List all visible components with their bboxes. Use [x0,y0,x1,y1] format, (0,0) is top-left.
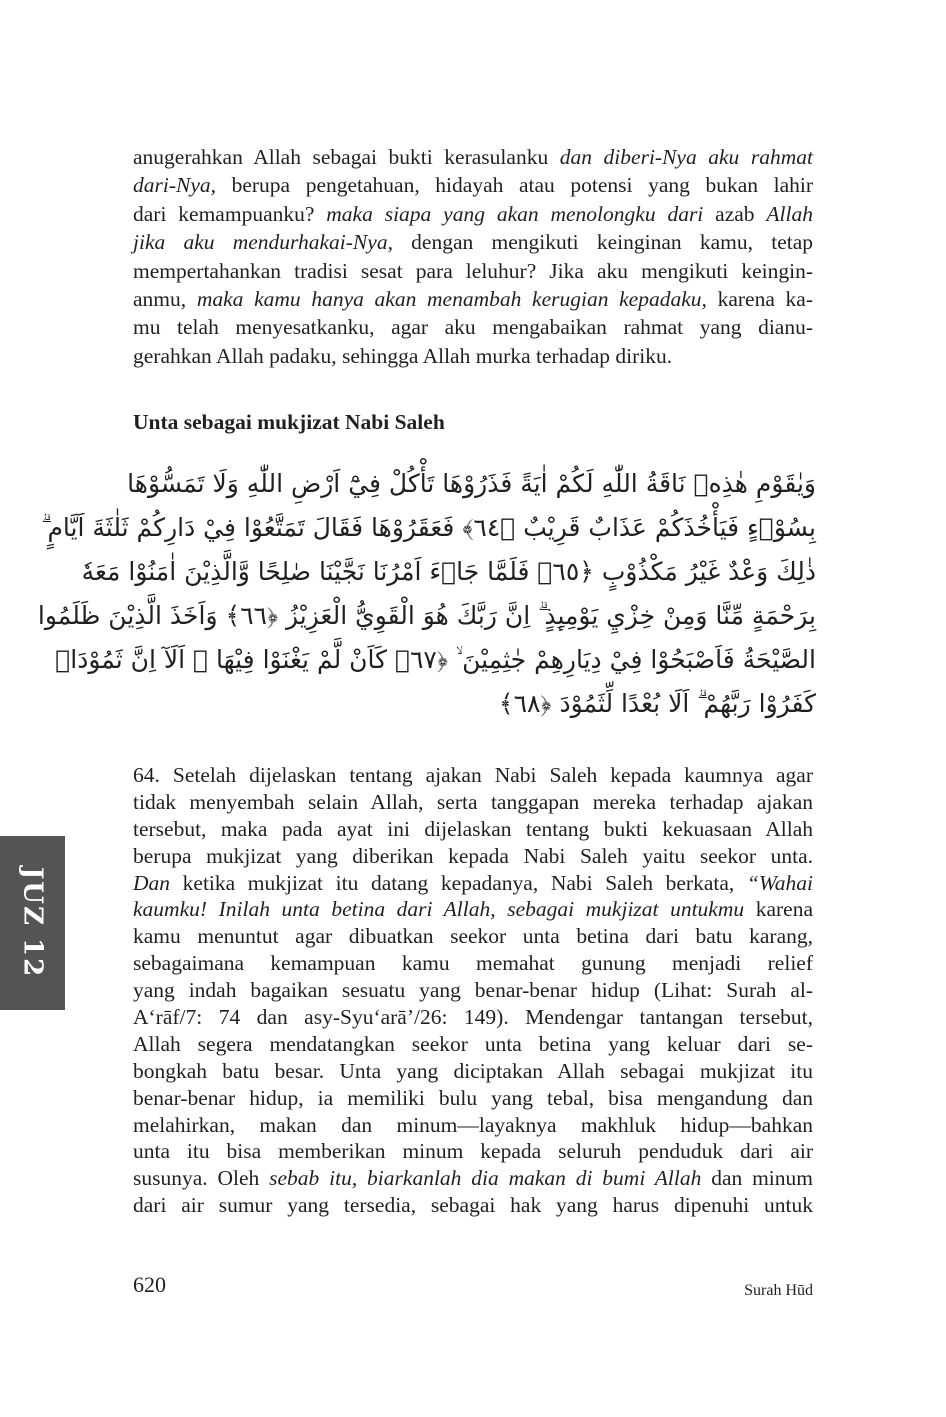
text-line [133,1004,813,1031]
text-segment: A‘rāf/7: 74 dan asy-Syu‘arā’/26: 149). Mendengar tantangan tersebut, [133,1005,813,1030]
commentary-paragraph-1 [133,143,813,370]
italic-segment: jika aku mendurhakai-Nya, [133,230,393,255]
text-segment: tersebut, maka pada ayat ini dijelaskan tentang bukti kekuasaan Allah [133,816,813,841]
text-line [133,143,813,171]
text-line [133,950,813,977]
text-line [133,342,813,370]
text-segment: melahirkan, makan dan minum—layaknya makhluk hidup—bahkan [133,1112,813,1137]
text-line [133,1112,813,1139]
text-segment: mempertahankan tradisi sesat para leluhur? Jika aku mengikuti keingin- [133,258,813,283]
juz-label: JUZ 12 [17,867,48,979]
text-line [133,313,813,341]
text-line [133,228,813,256]
page-number: 620 [133,1272,166,1297]
text-segment: dan minum [701,1166,813,1191]
text-segment: dari kemampuanku? [133,201,327,226]
text-segment: sebagaimana kemampuan kamu memahat gunung menjadi relief [133,951,813,976]
text-line [133,870,813,897]
italic-segment: “Wahai [746,870,813,895]
text-line [133,1058,813,1085]
italic-segment: Dan [133,870,171,895]
arabic-verse-line: الصَّيْحَةُ فَاَصْبَحُوْا فِيْ دِيَارِهِمْ جٰثِمِيْنَ ۙ ﴿٦٧﴾ كَاَنْ لَّمْ يَغْنَوْا فِيْهَا ۗ اَلَآ اِنَّ ثَمُوْدَا۟ [55,645,816,674]
text-segment: anugerahkan Allah sebagai bukti kerasulanku [133,145,560,169]
text-line [133,789,813,816]
text-segment: bongkah batu besar. Unta yang diciptakan Allah sebagai mukjizat itu [133,1058,813,1083]
text-segment: anmu, [133,286,197,311]
text-segment: azab [703,201,767,226]
text-segment: ketika mukjizat itu datang kepadanya, Nabi Saleh berkata, [170,870,747,895]
italic-segment: dan diberi-Nya aku rahmat [559,145,813,169]
text-segment: berupa pengetahuan, hidayah atau potensi yang bukan lahir [216,173,813,198]
italic-segment: maka siapa yang akan menolongku dari [326,201,704,226]
text-segment: Allah segera mendatangkan seekor unta betina yang keluar dari se- [133,1031,813,1056]
text-line [133,816,813,843]
text-segment: berupa mukjizat yang diberikan kepada Nabi Saleh yaitu seekor unta. [133,843,813,868]
text-line [133,257,813,285]
italic-segment: dari-Nya, [133,173,217,198]
text-segment: dari air sumur yang tersedia, sebagai hak yang harus dipenuhi untuk [133,1193,813,1218]
text-line [133,1192,813,1219]
text-segment: benar-benar hidup, ia memiliki bulu yang tebal, bisa mengandung dan [133,1085,813,1110]
text-line [133,1031,813,1058]
text-line [133,285,813,313]
text-line [133,843,813,870]
text-line [133,200,813,228]
text-segment: 64. Setelah dijelaskan tentang ajakan Nabi Saleh kepada kaumnya agar [133,763,813,787]
juz-side-tab [0,836,65,1010]
text-segment: karena ka- [706,286,813,311]
italic-segment: maka kamu hanya akan menambah kerugian kepadaku, [196,286,707,311]
arabic-verse-line: بِسُوْۤءٍ فَيَأْخُذَكُمْ عَذَابٌ قَرِيْبٌ ﴿٦٤﴾ فَعَقَرُوْهَا فَقَالَ تَمَتَّعُوْا فِيْ دَارِكُمْ ثَلٰثَةَ اَيَّامٍ ۗ [41,513,816,542]
section-heading: Unta sebagai mukjizat Nabi Saleh [133,410,445,434]
text-line [133,762,813,789]
text-line [133,896,813,923]
text-segment: dengan mengikuti keinginan kamu, tetap [392,230,814,255]
text-line [133,1138,813,1165]
text-segment: kamu menuntut agar dibuatkan seekor unta betina dari batu karang, [133,924,813,949]
text-line [133,923,813,950]
arabic-verse-line: بِرَحْمَةٍ مِّنَّا وَمِنْ خِزْيِ يَوْمِىِٕذٍ ۗ اِنَّ رَبَّكَ هُوَ الْقَوِيُّ الْعَزِيْزُ ﴿٦٦﴾ وَاَخَذَ الَّذِيْنَ ظَلَمُوا [37,601,816,630]
text-segment: gerahkan Allah padaku, sehingga Allah murka terhadap diriku. [133,343,673,368]
arabic-verse-line: كَفَرُوْا رَبَّهُمْ ۗ اَلَا بُعْدًا لِّثَمُوْدَ ﴿٦٨﴾ [498,689,816,718]
italic-segment: Allah [766,201,814,226]
italic-segment: sebab itu, biarkanlah dia makan di bumi Allah [269,1166,702,1191]
quran-verses-arabic [37,462,816,726]
text-segment: mu telah menyesatkanku, agar aku mengabaikan rahmat yang dianu- [133,315,813,340]
text-segment: yang indah bagaikan sesuatu yang benar-benar hidup (Lihat: Surah al- [133,978,813,1003]
text-segment: susunya. Oleh [133,1166,270,1191]
commentary-paragraph-2 [133,762,813,1219]
arabic-verse-line: ذٰلِكَ وَعْدٌ غَيْرُ مَكْذُوْبٍ ﴿٦٥﴾ فَلَمَّا جَاۤءَ اَمْرُنَا نَجَّيْنَا صٰلِحًا وَّالَّذِيْنَ اٰمَنُوْا مَعَهٗ [81,557,816,586]
text-line [133,1085,813,1112]
text-segment: karena [744,897,814,922]
text-line [133,171,813,199]
text-line [133,1165,813,1192]
arabic-verse-line: وَيٰقَوْمِ هٰذِهٖ نَاقَةُ اللّٰهِ لَكُمْ اٰيَةً فَذَرُوْهَا تَأْكُلْ فِيْٓ اَرْضِ اللّٰهِ وَلَا تَمَسُّوْهَا [127,469,816,498]
running-footer-surah: Surah Hūd [744,1282,813,1299]
text-line [133,977,813,1004]
italic-segment: kaumku! Inilah unta betina dari Allah, sebagai mukjizat untukmu [133,897,745,922]
text-segment: tidak menyembah selain Allah, serta tanggapan mereka terhadap ajakan [133,789,813,814]
text-segment: unta itu bisa memberikan minum kepada seluruh penduduk dari air [133,1139,813,1164]
